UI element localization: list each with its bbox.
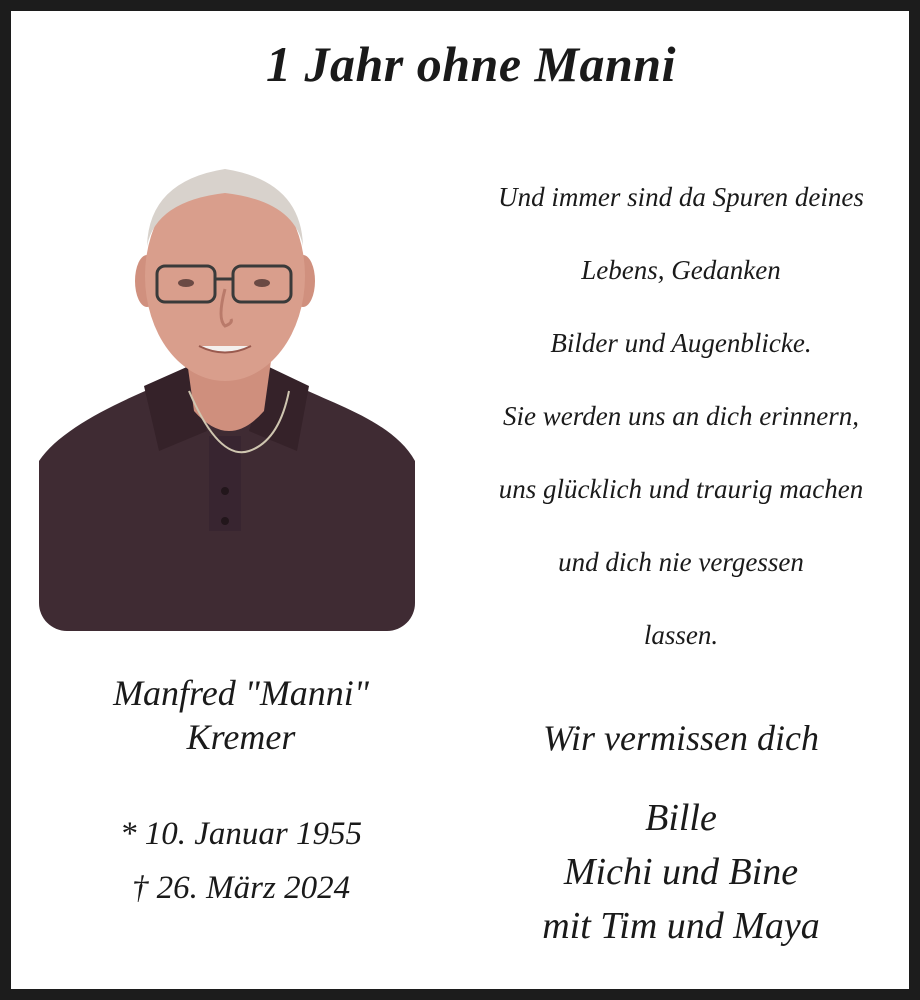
name-first-line: Manfred "Manni"	[113, 673, 369, 713]
poem-line: Und immer sind da Spuren deines	[498, 182, 864, 212]
poem-line: und dich nie vergessen	[558, 547, 804, 577]
poem-line: uns glücklich und traurig machen	[498, 474, 864, 504]
name-last-line: Kremer	[186, 717, 296, 757]
life-dates	[41, 807, 441, 915]
death-date: † 26. März 2024	[131, 870, 351, 906]
family-signature	[451, 791, 911, 953]
page-title: 1 Jahr ohne Manni	[265, 36, 677, 92]
family-member: mit Tim und Maya	[542, 905, 820, 947]
poem-line: Sie werden uns an dich erinnern,	[503, 401, 859, 431]
family-member: Bille	[645, 797, 717, 839]
closing-line: Wir vermissen dich	[543, 718, 819, 758]
portrait-image	[39, 161, 415, 631]
poem-line: Lebens, Gedanken	[581, 255, 781, 285]
family-member: Michi und Bine	[563, 851, 799, 893]
deceased-name	[41, 671, 441, 759]
poem	[451, 161, 911, 672]
portrait-photo	[39, 161, 415, 631]
poem-line: lassen.	[643, 620, 719, 650]
birth-date: * 10. Januar 1955	[120, 816, 362, 852]
poem-line: Bilder und Augenblicke.	[550, 328, 812, 358]
